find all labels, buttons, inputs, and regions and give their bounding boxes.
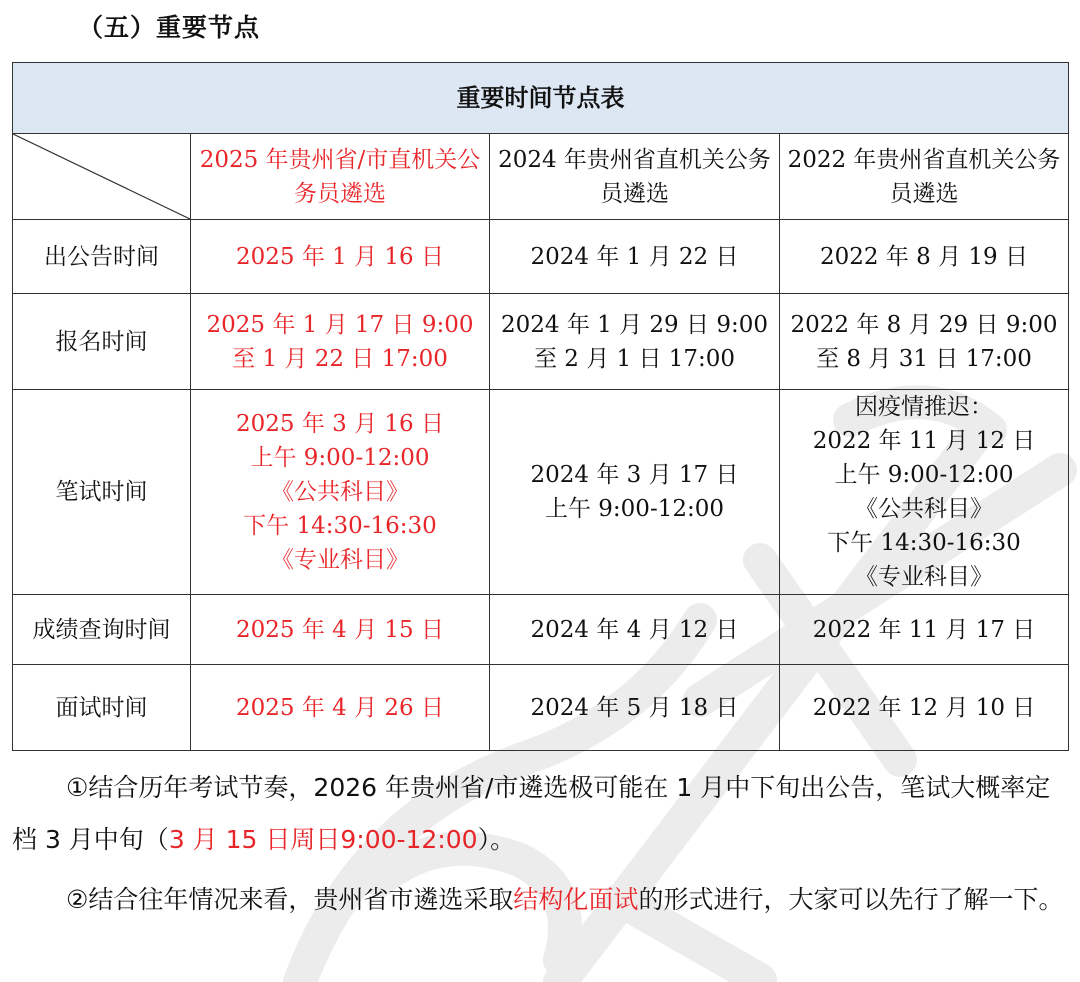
- cell-line: 上午 9:00-12:00: [544, 496, 724, 522]
- table-cell: [490, 595, 780, 665]
- table-cell: [490, 665, 780, 751]
- table-cell: [490, 220, 780, 294]
- cell-line: 2025 年 3 月 16 日: [236, 411, 444, 437]
- cell-line: 2024 年 1 月 29 日 9:00: [501, 311, 768, 338]
- note-text: ②结合往年情况来看，贵州省市遴选采取: [66, 885, 514, 914]
- table-cell: [191, 294, 490, 390]
- table-cell: [191, 665, 490, 751]
- cell-line: 2025 年 4 月 26 日: [236, 694, 444, 721]
- cell-line: 2024 年 1 月 22 日: [530, 243, 739, 270]
- cell-line: 《公共科目》: [855, 496, 993, 522]
- cell-line: 2024 年 5 月 18 日: [530, 694, 739, 721]
- note-highlight: 3 月 15 日周日9:00-12:00: [168, 825, 478, 854]
- cell-line: 《专业科目》: [855, 564, 993, 590]
- cell-line: 《公共科目》: [271, 479, 409, 505]
- note-paragraph-2: [12, 874, 1068, 926]
- cell-line: 上午 9:00-12:00: [834, 462, 1014, 488]
- note-paragraph-1: [12, 762, 1068, 866]
- column-header: 2025 年贵州省/市直机关公务员遴选: [191, 134, 490, 220]
- table-cell: [191, 390, 490, 595]
- table-row: [13, 220, 1069, 294]
- table-cell: [490, 390, 780, 595]
- row-label: 笔试时间: [13, 390, 191, 595]
- cell-line: 下午 14:30-16:30: [243, 513, 437, 539]
- table-cell: [780, 595, 1069, 665]
- section-heading: （五）重要节点: [78, 13, 261, 42]
- note-text: 的形式进行，大家可以先行了解一下。: [638, 885, 1064, 914]
- cell-line: 2022 年 8 月 19 日: [820, 243, 1028, 270]
- note-text: ）。: [477, 825, 516, 854]
- cell-line: 2022 年 8 月 29 日 9:00: [790, 311, 1058, 338]
- cell-line: 至 1 月 22 日 17:00: [232, 345, 448, 372]
- cell-line: 2025 年 4 月 15 日: [236, 616, 444, 643]
- table-row: [13, 390, 1069, 595]
- table-title: 重要时间节点表: [13, 63, 1069, 134]
- diagonal-line: [13, 134, 190, 219]
- key-dates-table: [12, 62, 1069, 751]
- corner-diagonal-cell: [13, 134, 191, 220]
- cell-line: 2025 年 1 月 16 日: [236, 243, 444, 270]
- cell-line: 2024 年 4 月 12 日: [530, 616, 739, 643]
- cell-line: 《专业科目》: [271, 547, 409, 573]
- table-cell: [780, 665, 1069, 751]
- cell-line: 2022 年 11 月 12 日: [812, 428, 1036, 454]
- table-cell: [490, 294, 780, 390]
- cell-line: 2022 年 12 月 10 日: [812, 694, 1036, 721]
- row-label: 出公告时间: [13, 220, 191, 294]
- cell-line: 下午 14:30-16:30: [827, 530, 1021, 556]
- cell-line: 2025 年 1 月 17 日 9:00: [206, 311, 474, 338]
- table-cell: [780, 390, 1069, 595]
- cell-line: 2024 年 3 月 17 日: [530, 462, 739, 488]
- table-cell: [780, 294, 1069, 390]
- table-cell: [780, 220, 1069, 294]
- cell-line: 至 8 月 31 日 17:00: [816, 345, 1032, 372]
- note-highlight: 结构化面试: [513, 885, 639, 914]
- row-label: 报名时间: [13, 294, 191, 390]
- table-row: [13, 595, 1069, 665]
- row-label: 成绩查询时间: [13, 595, 191, 665]
- column-header: 2024 年贵州省直机关公务员遴选: [490, 134, 780, 220]
- table-cell: [191, 220, 490, 294]
- cell-line: 因疫情推迟：: [855, 394, 993, 420]
- row-label: 面试时间: [13, 665, 191, 751]
- cell-line: 上午 9:00-12:00: [250, 445, 430, 471]
- cell-line: 2022 年 11 月 17 日: [812, 616, 1036, 643]
- table-row: [13, 665, 1069, 751]
- note-text: ①结合历年考试节奏，2026 年贵州省/市遴选极可能在 1 月中下旬出公告，笔试大概率定档 3 月中旬（: [12, 773, 1051, 854]
- table-cell: [191, 595, 490, 665]
- table-row: [13, 294, 1069, 390]
- cell-line: 至 2 月 1 日 17:00: [533, 345, 736, 372]
- column-header: 2022 年贵州省直机关公务员遴选: [780, 134, 1069, 220]
